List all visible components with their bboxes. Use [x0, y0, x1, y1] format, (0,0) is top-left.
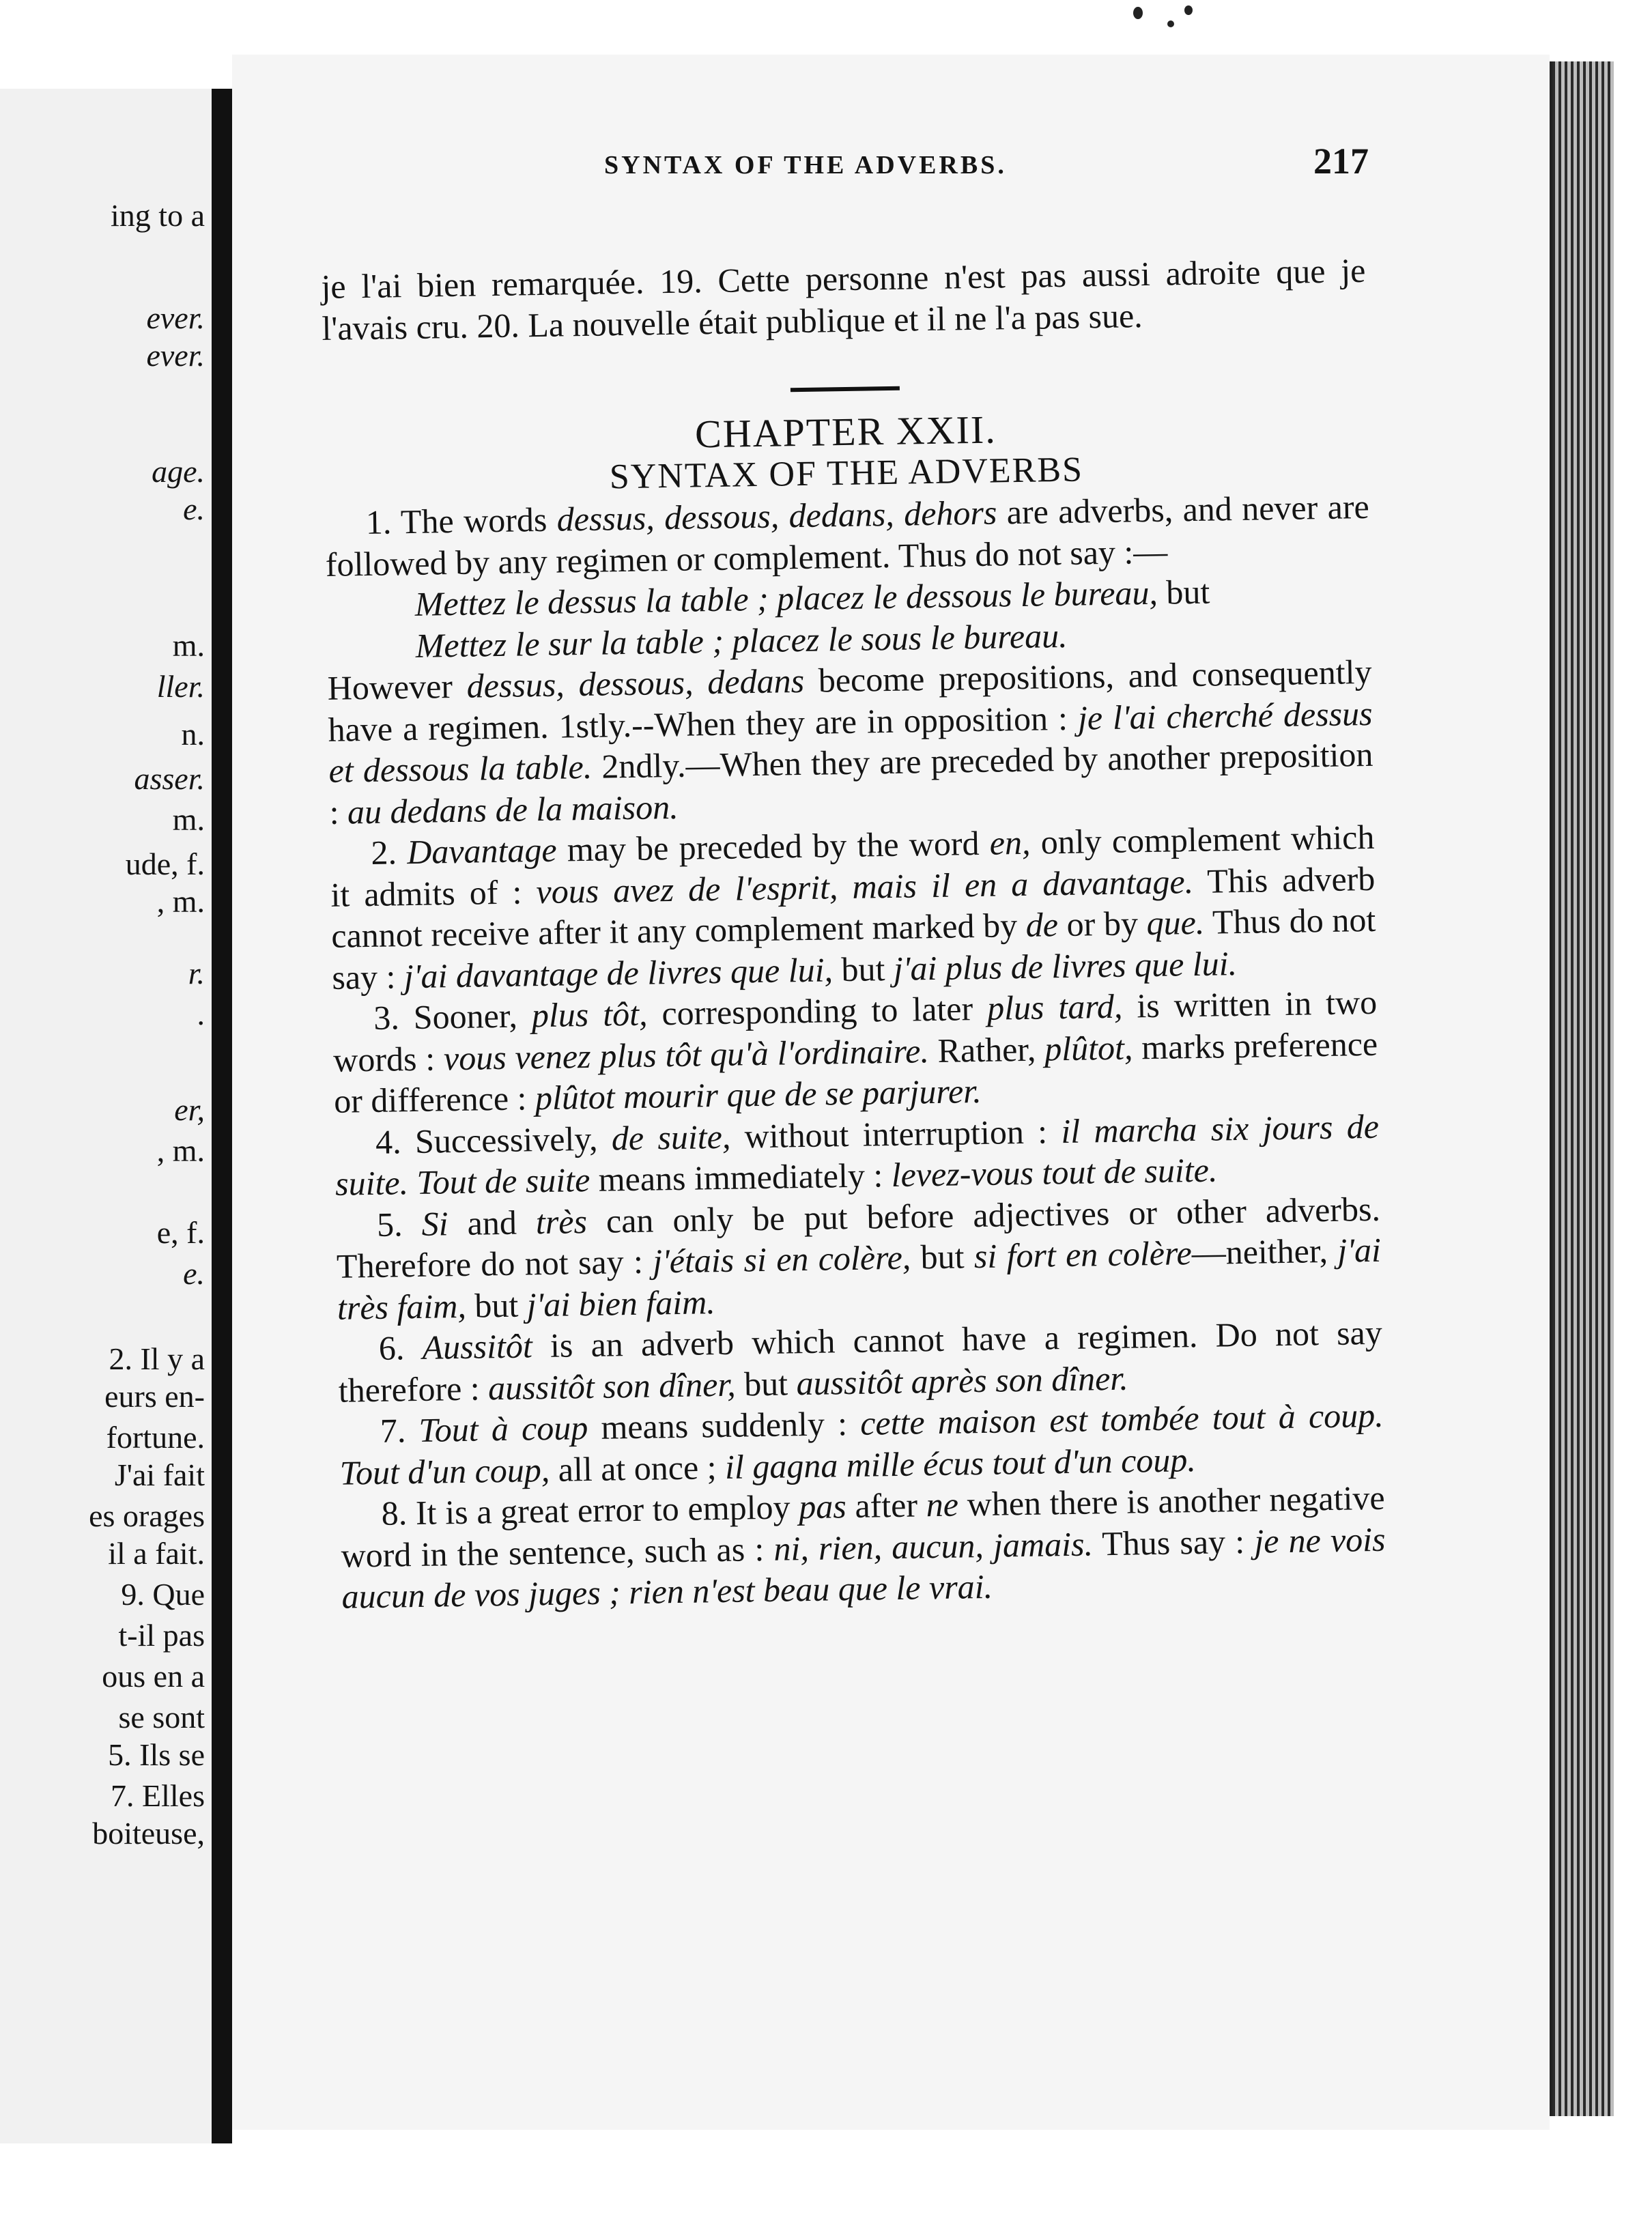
rule-4: 4. Successively, de suite, without interruption : il marcha six jours de suite. Tout de suite means immediately : levez-vous tout de suite.	[334, 1107, 1380, 1203]
rule-2: 2. Davantage may be preceded by the word en, only complement which it admits of : vous avez de l'esprit, mais il en a davantage. This adverb cannot receive after it any complement marked by de or by que. Thus do not say : j'ai davantage de livres que lui, but j'ai plus de livres que lui.	[330, 817, 1376, 997]
facing-page-line: es orages	[89, 1498, 205, 1533]
example-wrong: Mettez le dessus la table ; placez le dessous le bureau, but	[414, 572, 1210, 623]
facing-page-line: 9. Que	[121, 1577, 205, 1612]
facing-page-line: n.	[181, 717, 205, 752]
scan-speck	[1133, 7, 1143, 19]
carryover-paragraph: je l'ai bien remarquée. 19. Cette personne n'est pas aussi adroite que je l'avais cru. 20. La nouvelle était publique et il ne l'a pas sue.	[321, 251, 1366, 347]
facing-page-line: J'ai fait	[114, 1457, 205, 1492]
facing-page	[0, 89, 214, 2143]
facing-page-line: boiteuse,	[92, 1816, 205, 1851]
page-number: 217	[1313, 141, 1369, 182]
scan-speck	[1184, 5, 1193, 15]
facing-page-line: t-il pas	[118, 1618, 205, 1653]
facing-page-line: fortune.	[106, 1420, 205, 1455]
facing-page-line: asser.	[134, 761, 205, 796]
running-head	[372, 140, 1369, 182]
scan-speck	[1167, 20, 1174, 27]
rule-3: 3. Sooner, plus tôt, corresponding to later plus tard, is written in two words : vous venez plus tôt qu'à l'ordinaire. Rather, plûtot, marks preference or difference : plûtot mourir que de se parjurer.	[332, 982, 1378, 1120]
facing-page-line: ude, f.	[125, 846, 205, 881]
facing-page-line: , m.	[156, 884, 205, 919]
facing-page-line: .	[197, 997, 205, 1031]
facing-page-line: se sont	[118, 1700, 205, 1735]
page-edges	[1550, 61, 1614, 2116]
facing-page-line: 2. Il y a	[109, 1341, 205, 1376]
facing-page-line: m.	[172, 628, 205, 663]
facing-page-line: ever.	[146, 338, 205, 373]
facing-page-line: ller.	[156, 669, 205, 704]
rule-1-continued: However dessus, dessous, dedans become prepositions, and consequently have a regimen. 1stly.--When they are in opposition : je l'ai cherché dessus et dessous la table. 2ndly.—When they are preceded by another preposition : au dedans de la maison.	[327, 652, 1373, 831]
facing-page-line: ing to a	[111, 198, 205, 233]
facing-page-line: , m.	[156, 1133, 205, 1168]
facing-page-line: e.	[183, 491, 205, 526]
chapter-subtitle: SYNTAX OF THE ADVERBS	[609, 449, 1084, 496]
rule-6: 6. Aussitôt is an adverb which cannot have a regimen. Do not say therefore : aussitôt son dîner, but aussitôt après son dîner.	[338, 1313, 1383, 1410]
chapter-title: CHAPTER XXII.	[694, 407, 997, 457]
facing-page-line: m.	[172, 802, 205, 837]
facing-page-line: age.	[152, 454, 205, 489]
rule-8: 8. It is a great error to employ pas after ne when there is another negative word in the sentence, such as : ni, rien, aucun, jamais. Thus say : je ne vois aucun de vos juges ; rien n'est beau que le vrai.	[341, 1478, 1386, 1616]
facing-page-line: eurs en-	[104, 1379, 205, 1414]
book-gutter	[212, 89, 232, 2143]
rule-1: 1. The words dessus, dessous, dedans, dehors are adverbs, and never are followed by any regimen or complement. Thus do not say :—	[325, 487, 1370, 584]
facing-page-line: il a fait.	[108, 1536, 205, 1571]
section-rule	[791, 386, 900, 393]
facing-page-line: e, f.	[156, 1215, 205, 1250]
rule-7: 7. Tout à coup means suddenly : cette maison est tombée tout à coup. Tout d'un coup, all at once ; il gagna mille écus tout d'un coup.	[339, 1395, 1384, 1492]
facing-page-line: er,	[174, 1092, 205, 1127]
facing-page-line: 5. Ils se	[108, 1737, 205, 1772]
facing-page-line: 7. Elles	[111, 1778, 205, 1813]
facing-page-line: e.	[183, 1256, 205, 1291]
rule-5: 5. Si and très can only be put before adjectives or other adverbs. Therefore do not say : j'étais si en colère, but si fort en colère—neither, j'ai très faim, but j'ai bien faim.	[336, 1189, 1382, 1327]
facing-page-line: ous en a	[102, 1659, 205, 1694]
facing-page-line: ever.	[146, 300, 205, 335]
page-body	[321, 250, 1386, 1617]
running-title: SYNTAX OF THE ADVERBS.	[604, 151, 1007, 180]
example-right: Mettez le sur la table ; placez le sous le bureau.	[415, 616, 1068, 665]
facing-page-line: r.	[188, 956, 205, 990]
